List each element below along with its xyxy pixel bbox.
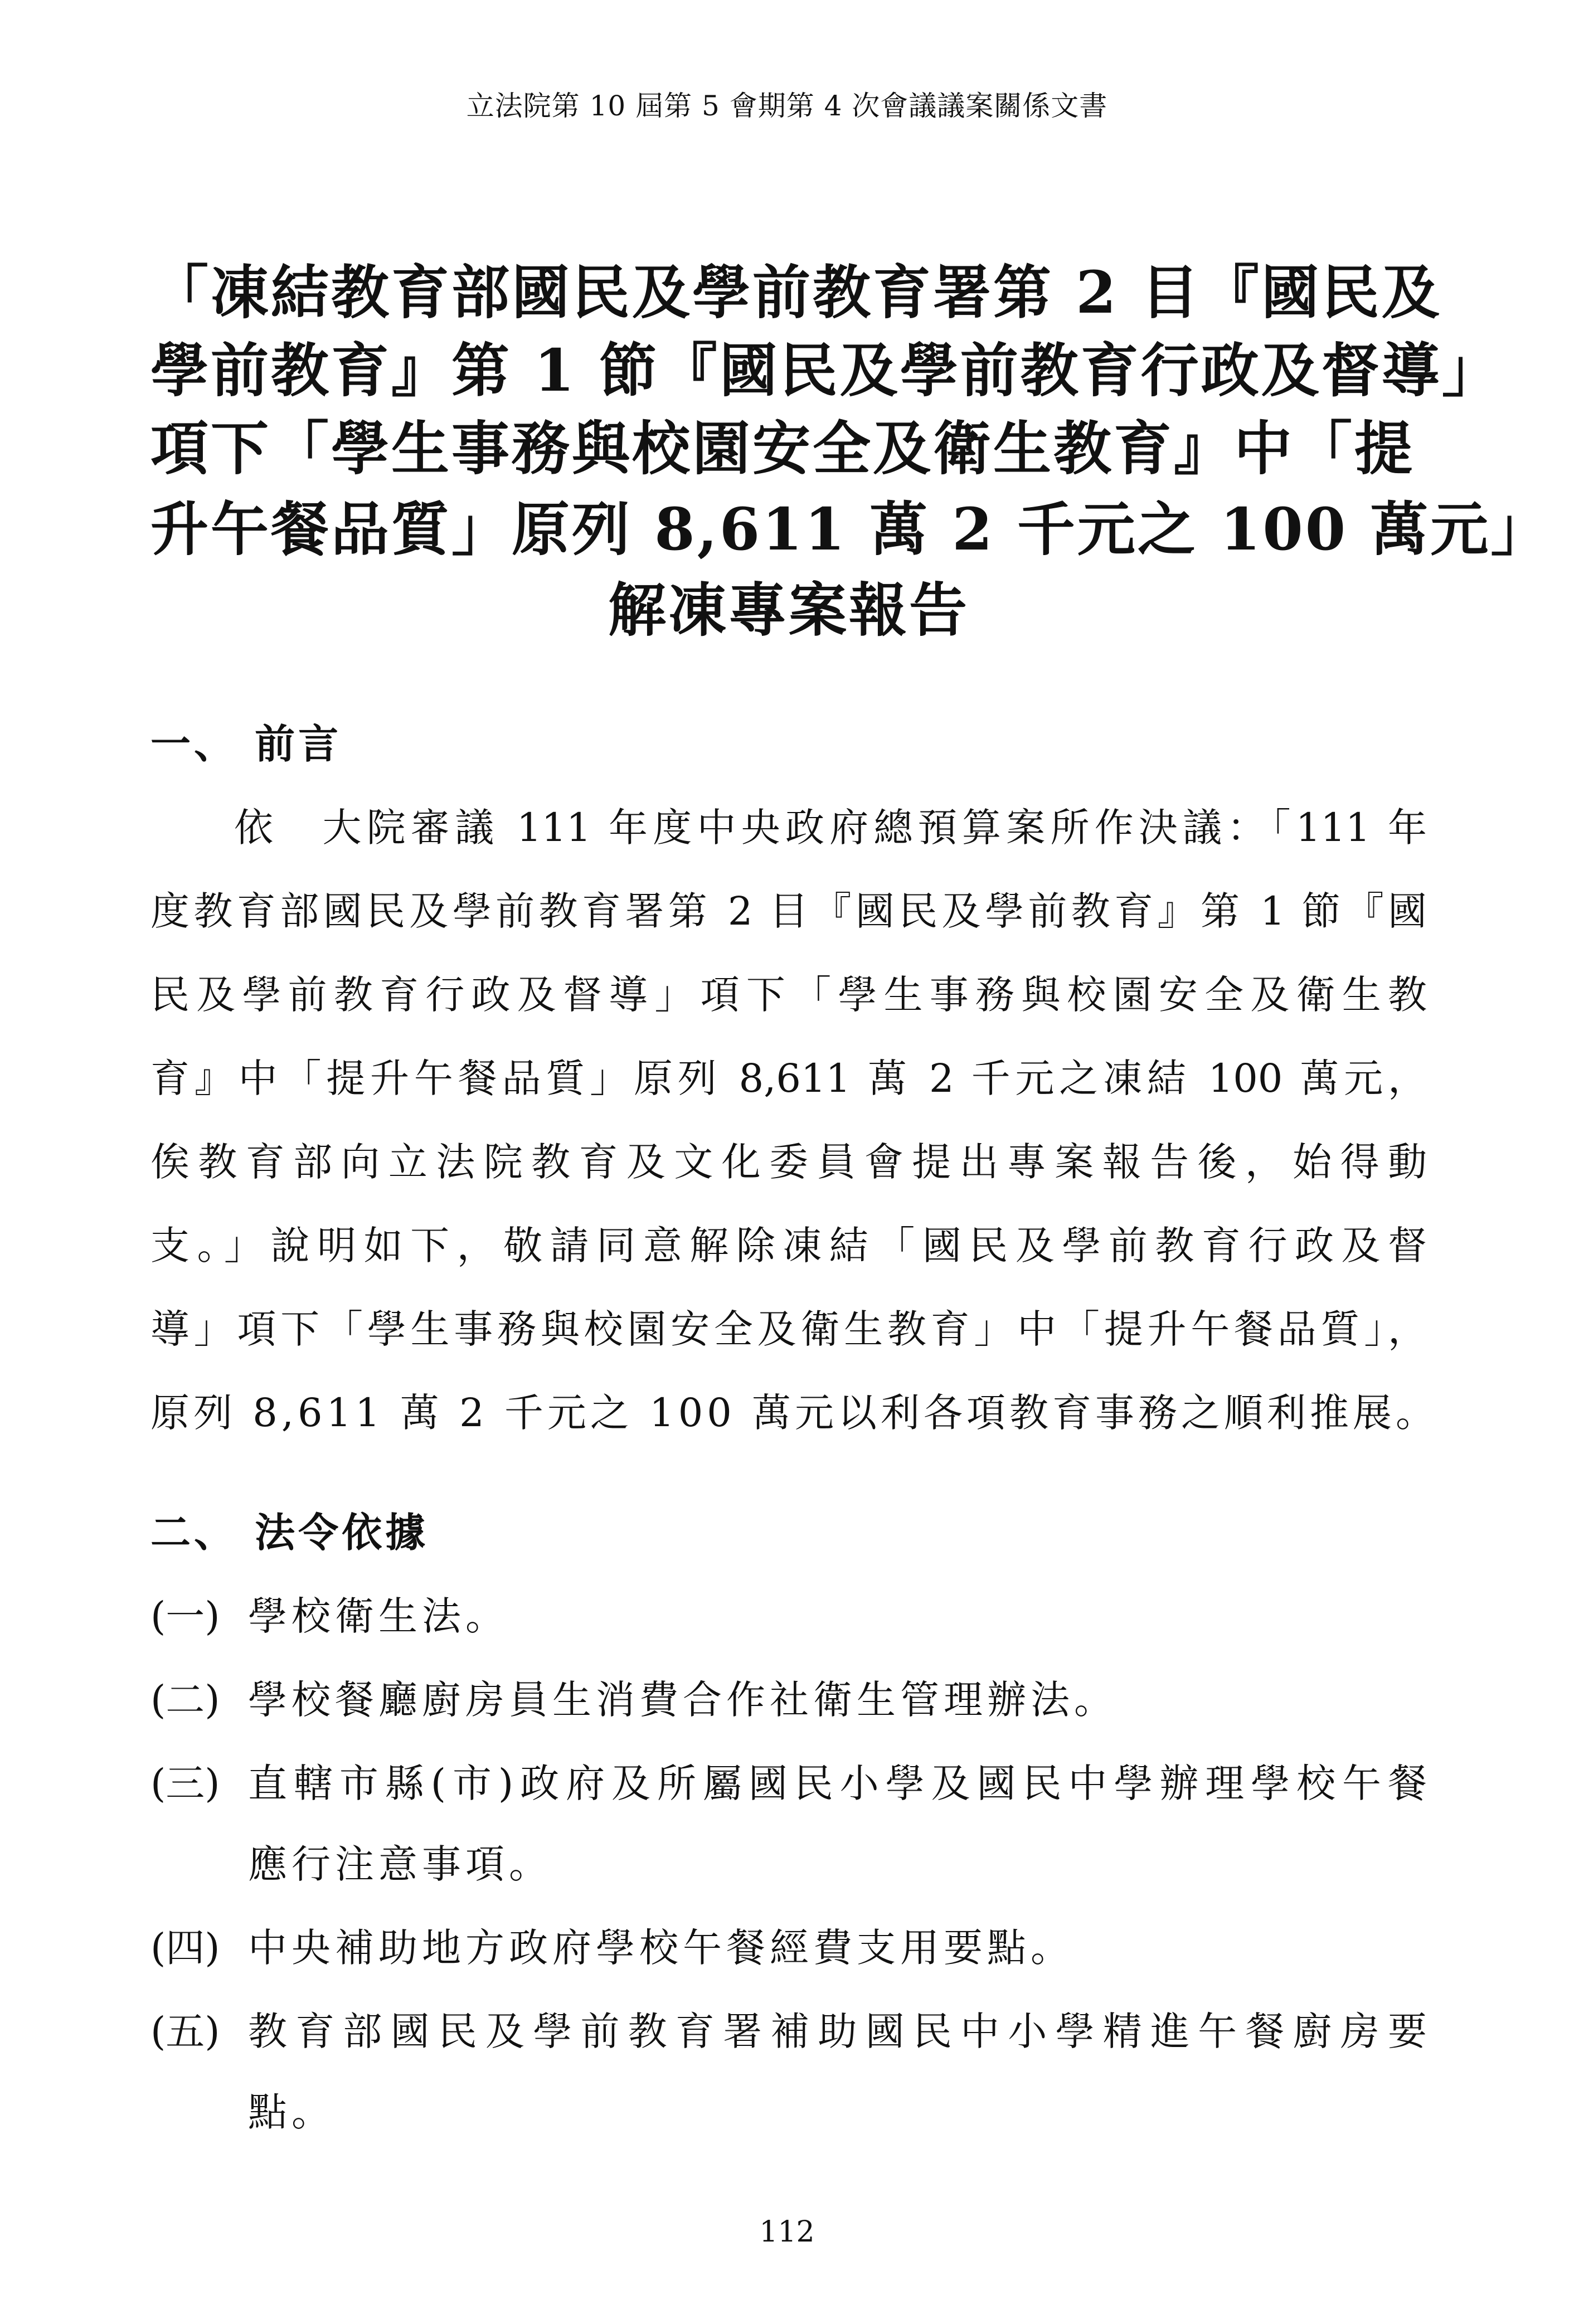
list-item-text: 學校餐廳廚房員生消費合作社衛生管理辦法。 [248,1677,1118,1723]
paragraph-line: 俟教育部向立法院教育及文化委員會提出專案報告後，始得動 [150,1139,1427,1185]
section-heading: 一、 前言 [150,720,342,767]
title-line: 升午餐品質」原列 8,611 萬 2 千元之 100 萬元」 [150,495,1551,563]
list-item-text: 應行注意事項。 [248,1841,552,1887]
paragraph-line: 育』中「提升午餐品質」原列 8,611 萬 2 千元之凍結 100 萬元， [150,1056,1427,1101]
list-item-marker: (一) [150,1593,220,1639]
list-item-text: 學校衛生法。 [248,1593,509,1639]
paragraph-line: 民及學前教育行政及督導」項下「學生事務與校園安全及衛生教 [150,972,1427,1018]
list-item-text: 教育部國民及學前教育署補助國民中小學精進午餐廚房要 [248,2009,1427,2054]
list-item-marker: (三) [150,1761,220,1806]
list-item-text: 中央補助地方政府學校午餐經費支用要點。 [248,1925,1074,1971]
list-item-text: 點。 [248,2089,335,2135]
running-header: 立法院第 10 屆第 5 會期第 4 次會議議案關係文書 [466,90,1108,122]
paragraph-line: 度教育部國民及學前教育署第 2 目『國民及學前教育』第 1 節『國 [150,888,1427,934]
title-line: 學前教育』第 1 節『國民及學前教育行政及督導」 [150,336,1502,405]
title-line: 項下「學生事務與校園安全及衛生教育』中「提 [150,414,1415,483]
title-line: 「凍結教育部國民及學前教育署第 2 目『國民及 [150,258,1442,327]
page-number: 112 [759,2215,815,2249]
list-item-marker: (二) [150,1677,220,1723]
list-item-text: 直轄市縣(市)政府及所屬國民小學及國民中學辦理學校午餐 [248,1761,1427,1806]
paragraph-line: 支。」說明如下，敬請同意解除凍結「國民及學前教育行政及督 [150,1223,1427,1268]
section-heading: 二、 法令依據 [150,1509,429,1556]
list-item-marker: (四) [150,1925,220,1971]
title-line: 解凍專案報告 [608,576,969,644]
paragraph-line: 導」項下「學生事務與校園安全及衛生教育」中「提升午餐品質」， [150,1306,1427,1352]
paragraph-line: 原列 8,611 萬 2 千元之 100 萬元以利各項教育事務之順利推展。 [150,1390,1439,1436]
list-item-marker: (五) [150,2009,220,2054]
paragraph-line: 依 大院審議 111 年度中央政府總預算案所作決議：「111 年 [234,805,1427,850]
